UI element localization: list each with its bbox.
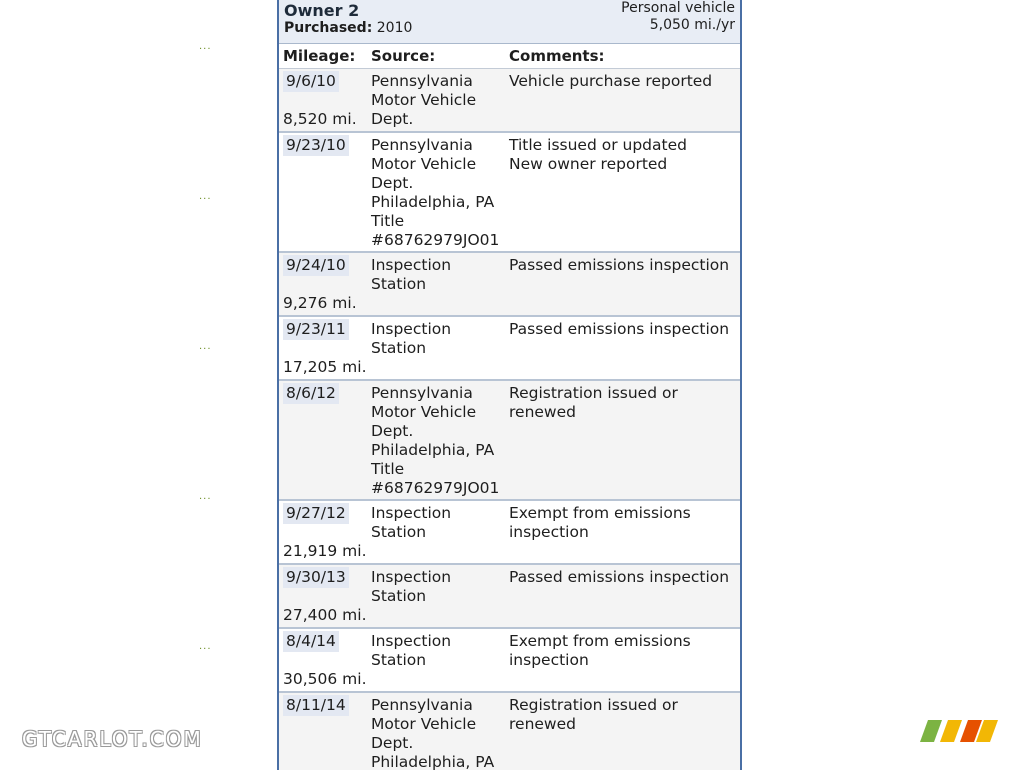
record-comments: Title issued or updated New owner reported <box>509 136 687 173</box>
record-date: 8/4/14 <box>283 631 339 652</box>
record-comments: Passed emissions inspection <box>509 256 730 274</box>
record-source: Inspection Station <box>371 320 452 357</box>
separator-dots: ··· <box>199 344 212 355</box>
usage-info <box>621 0 735 34</box>
record-mileage: 30,506 mi. <box>283 670 367 688</box>
column-mileage: Mileage: <box>283 47 356 65</box>
record-source: Inspection Station <box>371 568 452 605</box>
record-source: Inspection Station <box>371 256 452 293</box>
usage-rate: 5,050 mi./yr <box>649 17 735 33</box>
record-mileage: 17,205 mi. <box>283 358 367 376</box>
record-comments: Vehicle purchase reported <box>509 72 713 90</box>
table-row <box>279 253 740 317</box>
vehicle-history-report <box>277 0 742 770</box>
record-comments: Registration issued or renewed <box>509 696 678 733</box>
record-source: Pennsylvania Motor Vehicle Dept. <box>371 72 477 128</box>
table-row <box>279 317 740 381</box>
brand-stripe-yellow <box>940 720 962 742</box>
table-row <box>279 381 740 501</box>
record-mileage: 9,276 mi. <box>283 294 357 312</box>
record-source: Inspection Station <box>371 632 452 669</box>
usage-type: Personal vehicle <box>621 0 735 16</box>
column-comments: Comments: <box>509 47 605 65</box>
owner-header <box>279 0 740 44</box>
record-comments: Exempt from emissions inspection <box>509 632 691 669</box>
purchased-info <box>284 20 412 36</box>
record-date: 9/23/11 <box>283 319 349 340</box>
table-row <box>279 133 740 253</box>
record-mileage: 21,919 mi. <box>283 542 367 560</box>
record-comments: Passed emissions inspection <box>509 568 730 586</box>
record-mileage: 8,520 mi. <box>283 110 357 128</box>
table-row <box>279 501 740 565</box>
purchased-label: Purchased: <box>284 20 373 36</box>
record-date: 9/23/10 <box>283 135 349 156</box>
separator-dots: ··· <box>199 494 212 505</box>
owner-title: Owner 2 <box>284 1 360 20</box>
record-date: 9/27/12 <box>283 503 349 524</box>
separator-dots: ··· <box>199 44 212 55</box>
record-date: 9/6/10 <box>283 71 339 92</box>
table-row <box>279 693 740 770</box>
record-mileage: 27,400 mi. <box>283 606 367 624</box>
separator-dots: ··· <box>199 644 212 655</box>
column-source: Source: <box>371 47 436 65</box>
record-date: 9/24/10 <box>283 255 349 276</box>
record-source: Pennsylvania Motor Vehicle Dept. Philadelphia, PA <box>371 696 495 770</box>
record-source: Pennsylvania Motor Vehicle Dept. Philadelphia, PA Title #68762979JO01 <box>371 136 500 249</box>
table-row <box>279 69 740 133</box>
purchased-year: 2010 <box>376 20 413 36</box>
record-source: Pennsylvania Motor Vehicle Dept. Philadelphia, PA Title #68762979JO01 <box>371 384 500 497</box>
record-source: Inspection Station <box>371 504 452 541</box>
table-row <box>279 629 740 693</box>
record-comments: Registration issued or renewed <box>509 384 678 421</box>
separator-dots: ··· <box>199 194 212 205</box>
column-headers <box>279 44 740 69</box>
table-row <box>279 565 740 629</box>
record-date: 8/11/14 <box>283 695 349 716</box>
record-comments: Exempt from emissions inspection <box>509 504 691 541</box>
record-date: 8/6/12 <box>283 383 339 404</box>
brand-stripe-green <box>920 720 942 742</box>
record-date: 9/30/13 <box>283 567 349 588</box>
site-watermark: GTCARLOT.COM <box>22 727 203 751</box>
brand-stripes-icon <box>920 720 998 742</box>
record-comments: Passed emissions inspection <box>509 320 730 338</box>
